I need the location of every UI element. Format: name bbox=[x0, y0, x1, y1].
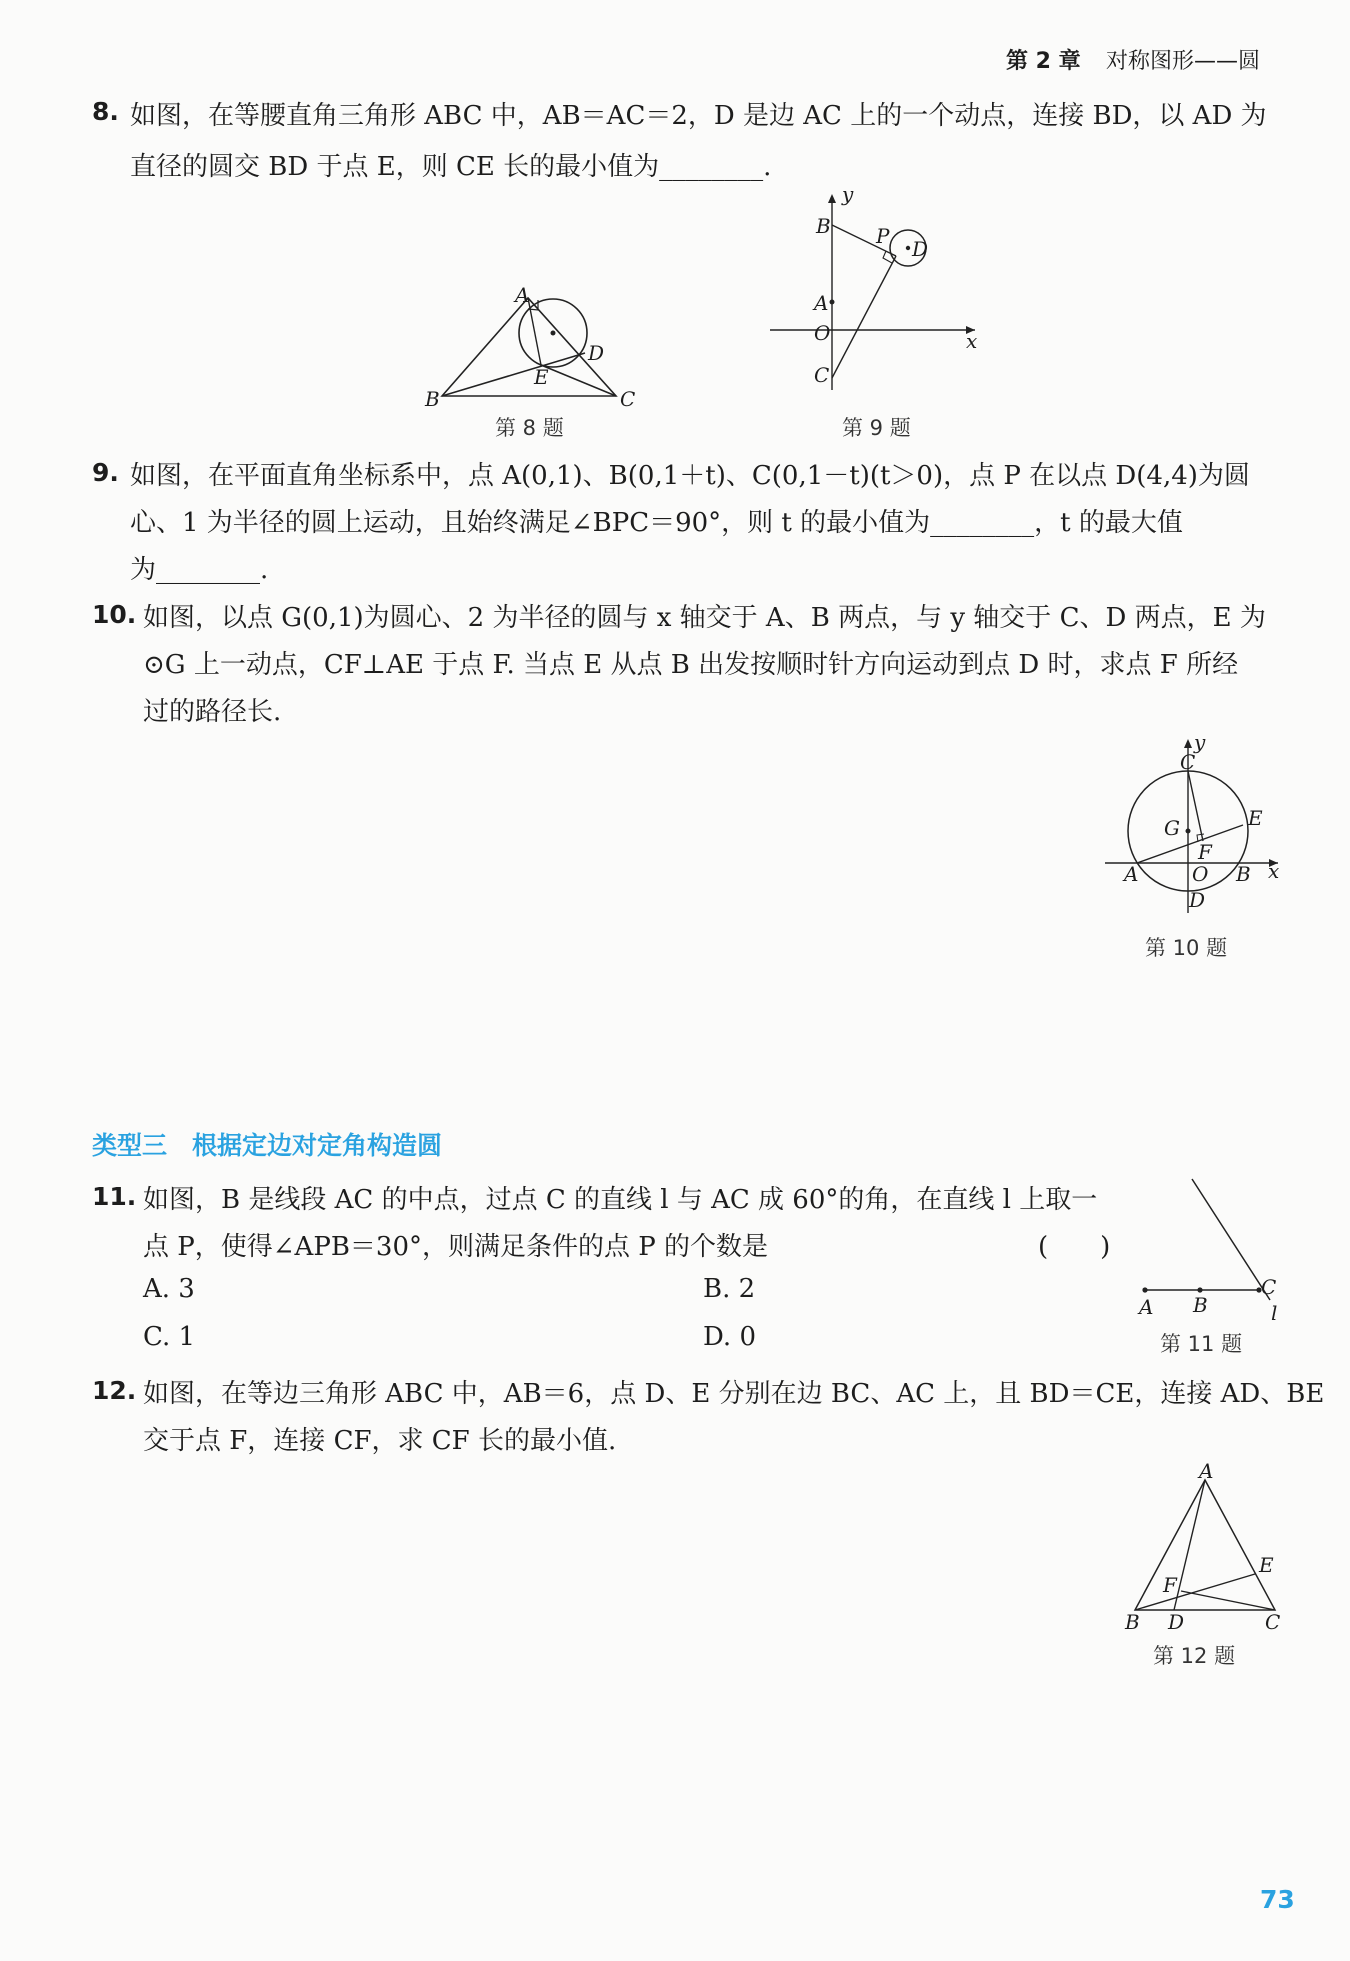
figure-11-label-l: l bbox=[1271, 1301, 1278, 1325]
figure-12-label-d: D bbox=[1168, 1610, 1185, 1634]
figure-11-label-c: C bbox=[1261, 1275, 1277, 1299]
figure-10-label-e: E bbox=[1248, 806, 1263, 830]
question-11-line-2: 点 P，使得∠APB＝30°，则满足条件的点 P 的个数是 bbox=[143, 1232, 769, 1262]
question-8-number: 8. bbox=[92, 97, 119, 126]
figure-8-caption: 第 8 题 bbox=[495, 416, 564, 440]
figure-11-label-b: B bbox=[1193, 1293, 1208, 1317]
figure-12-label-a: A bbox=[1199, 1462, 1214, 1483]
figure-9-label-o: O bbox=[814, 321, 831, 345]
question-8-line-2: 直径的圆交 BD 于点 E，则 CE 长的最小值为________. bbox=[130, 152, 772, 182]
figure-10-y-arrow bbox=[1184, 739, 1192, 748]
figure-11-point-a bbox=[1142, 1287, 1147, 1292]
figure-12-label-b: B bbox=[1125, 1610, 1140, 1634]
figure-9-diagram bbox=[770, 190, 985, 395]
figure-8-label-b: B bbox=[425, 387, 440, 411]
question-11-option-a: A. 3 bbox=[143, 1274, 195, 1304]
figure-10-label-a: A bbox=[1124, 862, 1139, 886]
question-8-line-1: 如图，在等腰直角三角形 ABC 中，AB＝AC＝2，D 是边 AC 上的一个动点，连接 BD，以 AD 为 bbox=[130, 101, 1267, 131]
figure-12-label-e: E bbox=[1259, 1553, 1274, 1577]
question-10-line-1: 如图，以点 G(0,1)为圆心、2 为半径的圆与 x 轴交于 A、B 两点，与 y 轴交于 C、D 两点，E 为 bbox=[143, 603, 1266, 633]
figure-9-center-d bbox=[906, 246, 910, 250]
figure-11-diagram bbox=[1125, 1170, 1285, 1330]
figure-11-caption: 第 11 题 bbox=[1160, 1332, 1243, 1356]
figure-12-triangle bbox=[1135, 1480, 1275, 1610]
figure-10-label-g: G bbox=[1164, 816, 1180, 840]
question-12-line-2: 交于点 F，连接 CF，求 CF 长的最小值. bbox=[143, 1426, 617, 1456]
figure-10-label-y: y bbox=[1194, 735, 1206, 754]
question-11-line-1: 如图，B 是线段 AC 的中点，过点 C 的直线 l 与 AC 成 60°的角，在直线 l 上取一 bbox=[143, 1185, 1098, 1215]
figure-11-label-a: A bbox=[1139, 1295, 1154, 1319]
question-9-line-2: 心、1 为半径的圆上运动，且始终满足∠BPC＝90°，则 t 的最小值为________，t 的最大值 bbox=[130, 508, 1183, 538]
figure-9-label-y: y bbox=[842, 190, 854, 206]
figure-9-label-d: D bbox=[912, 237, 929, 261]
figure-9-label-b: B bbox=[816, 214, 831, 238]
figure-12-caption: 第 12 题 bbox=[1153, 1644, 1236, 1668]
figure-8-segment-ae bbox=[528, 298, 541, 365]
question-12-number: 12. bbox=[92, 1376, 137, 1405]
figure-10-label-f: F bbox=[1198, 840, 1212, 864]
figure-12-segment-be bbox=[1135, 1574, 1255, 1610]
chapter-label: 第 2 章 bbox=[1006, 49, 1081, 74]
question-11-answer-bracket: ( ) bbox=[1038, 1232, 1111, 1262]
figure-9-caption: 第 9 题 bbox=[842, 416, 911, 440]
figure-10-center-g bbox=[1186, 829, 1191, 834]
question-11-option-b: B. 2 bbox=[703, 1274, 756, 1304]
question-11-option-d: D. 0 bbox=[703, 1322, 756, 1352]
figure-9-point-a bbox=[830, 300, 835, 305]
figure-8-diagram bbox=[420, 280, 650, 415]
figure-8-segment-ce bbox=[541, 365, 616, 396]
figure-9-label-a: A bbox=[814, 291, 829, 315]
figure-10-label-b: B bbox=[1236, 862, 1251, 886]
figure-12-label-c: C bbox=[1265, 1610, 1281, 1634]
page-number: 73 bbox=[1260, 1885, 1295, 1914]
figure-8-label-c: C bbox=[620, 387, 636, 411]
figure-12-label-f: F bbox=[1163, 1573, 1177, 1597]
figure-8-label-e: E bbox=[534, 365, 549, 389]
question-11-option-c: C. 1 bbox=[143, 1322, 196, 1352]
question-9-line-1: 如图，在平面直角坐标系中，点 A(0,1)、B(0,1＋t)、C(0,1－t)(t＞0)，点 P 在以点 D(4,4)为圆 bbox=[130, 461, 1250, 491]
figure-10-label-c: C bbox=[1180, 750, 1196, 774]
figure-10-caption: 第 10 题 bbox=[1145, 936, 1228, 960]
figure-9-y-arrow bbox=[828, 194, 836, 203]
figure-11-point-b bbox=[1197, 1287, 1202, 1292]
figure-10-diagram bbox=[1100, 735, 1290, 930]
figure-8-label-a: A bbox=[515, 283, 530, 307]
question-10-number: 10. bbox=[92, 600, 137, 629]
figure-9-label-c: C bbox=[814, 363, 830, 387]
figure-9-segment-cp bbox=[832, 256, 896, 378]
figure-12-segment-cf bbox=[1181, 1591, 1275, 1610]
figure-9-label-x: x bbox=[966, 329, 978, 353]
question-12-line-1: 如图，在等边三角形 ABC 中，AB＝6，点 D、E 分别在边 BC、AC 上，且 BD＝CE，连接 AD、BE bbox=[143, 1379, 1325, 1409]
figure-8-center-dot bbox=[551, 331, 556, 336]
figure-12-diagram bbox=[1115, 1462, 1295, 1634]
question-11-number: 11. bbox=[92, 1182, 137, 1211]
figure-11-line-l bbox=[1192, 1179, 1270, 1300]
figure-10-label-d: D bbox=[1189, 888, 1206, 912]
figure-10-label-o: O bbox=[1192, 862, 1209, 886]
figure-10-label-x: x bbox=[1268, 859, 1280, 883]
chapter-title: 对称图形——圆 bbox=[1106, 49, 1261, 74]
question-10-line-3: 过的路径长. bbox=[143, 697, 282, 727]
question-10-line-2: ⊙G 上一动点，CF⊥AE 于点 F. 当点 E 从点 B 出发按顺时针方向运动到点 D 时，求点 F 所经 bbox=[143, 650, 1239, 680]
question-9-line-3: 为________. bbox=[130, 555, 269, 585]
figure-9-label-p: P bbox=[876, 224, 890, 248]
figure-8-label-d: D bbox=[588, 341, 605, 365]
section-heading: 类型三 根据定边对定角构造圆 bbox=[92, 1131, 443, 1160]
question-9-number: 9. bbox=[92, 458, 119, 487]
